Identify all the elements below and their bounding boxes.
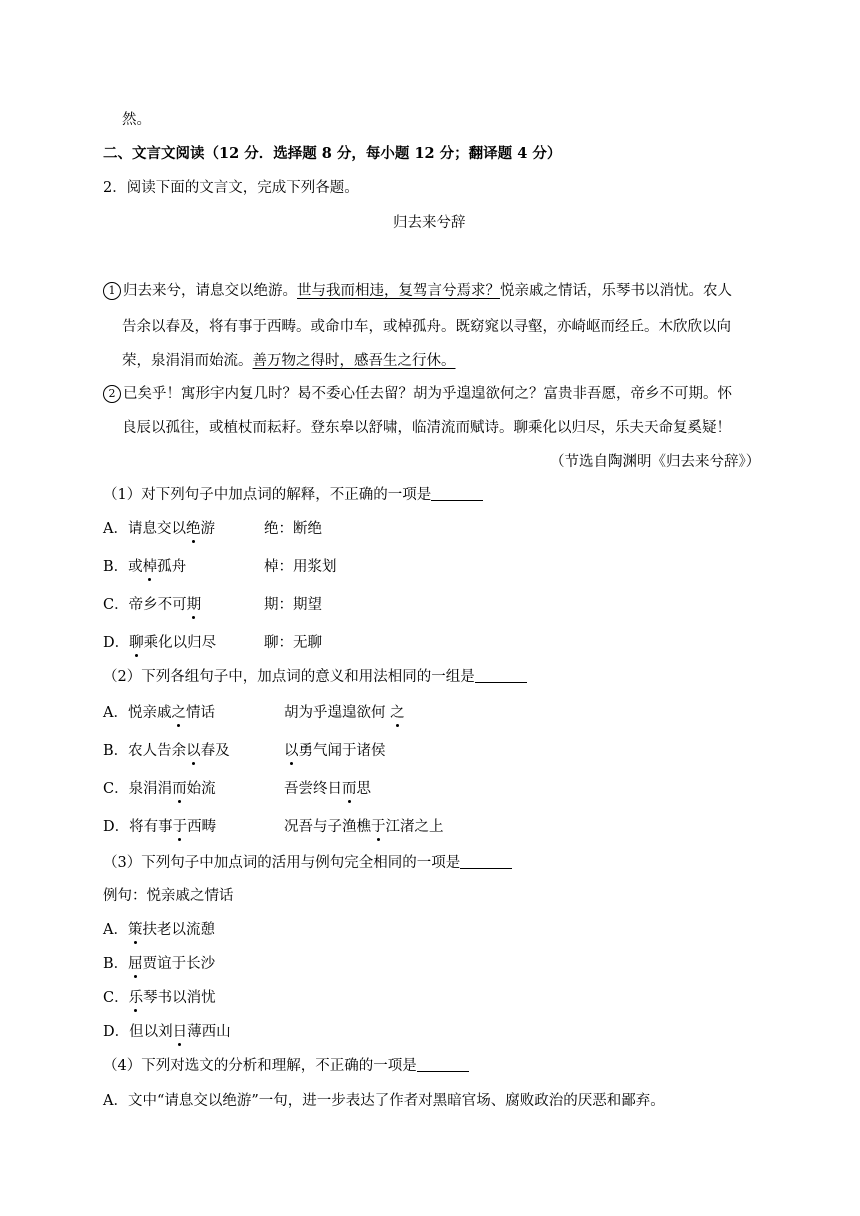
dotted-word: 而 xyxy=(172,781,187,797)
option-text: A． xyxy=(103,922,128,938)
q1-stem xyxy=(103,485,483,505)
dotted-word: 乐 xyxy=(128,990,144,1006)
option-text: C．泉涓涓 xyxy=(103,781,173,797)
dotted-word: 之 xyxy=(171,705,186,721)
q3-option-a xyxy=(103,920,215,940)
q2-stem xyxy=(103,667,527,687)
option-text: 扶老以流憩 xyxy=(142,922,215,938)
option-text: 始流 xyxy=(186,781,216,797)
section-heading: 二、文言文阅读（12 分．选择题 8 分，每小题 12 分；翻译题 4 分） xyxy=(103,145,562,162)
q2-option-c xyxy=(103,779,216,799)
option-text: 游 xyxy=(200,521,215,537)
dotted-word: 屈 xyxy=(128,956,143,972)
q4-stem-text: （4）下列对选文的分析和理解，不正确的一项是 xyxy=(103,1058,417,1074)
dotted-word: 于 xyxy=(371,819,386,835)
answer-blank xyxy=(417,1057,469,1072)
q1-option-c xyxy=(103,595,201,615)
para1-line2: 告余以春及，将有事于西畴。或命巾车，或棹孤舟。既窈窕以寻壑，亦崎岖而经丘。木欣欣以向 xyxy=(122,319,731,335)
q1-option-d-note: 聊：无聊 xyxy=(264,635,322,651)
question-2-intro: 2．阅读下面的文言文，完成下列各题。 xyxy=(103,180,359,196)
option-text: 江渚之上 xyxy=(385,819,444,835)
q3-option-b xyxy=(103,954,215,974)
q1-option-b-note: 棹：用浆划 xyxy=(264,559,337,575)
q1-option-d xyxy=(103,633,216,653)
dotted-word: 聊 xyxy=(129,635,144,651)
para1-text-c: 荣，泉涓涓而始流。 xyxy=(122,353,253,369)
q2-option-b xyxy=(103,741,230,761)
option-text: 吾尝终日 xyxy=(284,781,342,797)
dotted-word: 而 xyxy=(342,781,357,797)
para2-line2: 良辰以孤往，或植杖而耘耔。登东皋以舒啸，临清流而赋诗。聊乘化以归尽，乐夫天命复奚疑！ xyxy=(122,420,731,436)
q2-option-d xyxy=(103,817,216,837)
q4-stem xyxy=(103,1056,469,1076)
q3-option-c xyxy=(103,988,216,1008)
para1-text-a: 归去来兮，请息交以绝游。 xyxy=(123,283,297,299)
option-text: 乘化以归尽 xyxy=(143,635,217,651)
q1-option-a-note: 绝：断绝 xyxy=(264,521,322,537)
option-text: A．请息交以 xyxy=(103,521,186,537)
dotted-word: 以 xyxy=(186,743,201,759)
passage-title: 归去来兮辞 xyxy=(393,215,466,231)
q3-stem-text: （3）下列句子中加点词的活用与例句完全相同的一项是 xyxy=(103,855,461,871)
dotted-word: 棹 xyxy=(142,559,158,575)
option-text: 贾谊于长沙 xyxy=(142,956,216,972)
option-text: 薄西山 xyxy=(187,1024,231,1040)
para1-underlined-sentence-2: 善万物之得时，感吾生之行休。 xyxy=(252,353,456,369)
option-text: B．农人告余 xyxy=(103,743,187,759)
dotted-word: 期 xyxy=(186,597,202,613)
dotted-word: 策 xyxy=(127,922,143,938)
q2-option-a xyxy=(103,703,215,723)
option-text: C． xyxy=(103,990,129,1006)
option-text: D．将有事 xyxy=(103,819,173,835)
dotted-word: 日 xyxy=(172,1024,188,1040)
source-note: （节选自陶渊明《归去来兮辞》） xyxy=(550,454,761,470)
q2-option-d-compare xyxy=(284,817,444,837)
q1-option-a xyxy=(103,519,215,539)
option-text: 胡为乎遑遑欲何 xyxy=(284,705,391,721)
q2-stem-text: （2）下列各组句子中，加点词的意义和用法相同的一组是 xyxy=(103,669,475,685)
option-text: 琴书以消忧 xyxy=(143,990,216,1006)
option-text: C．帝乡不可 xyxy=(103,597,187,613)
answer-blank xyxy=(475,668,527,683)
q4-option-a: A．文中“请息交以绝游”一句，进一步表达了作者对黑暗官场、腐败政治的厌恶和鄙弃。 xyxy=(103,1093,665,1109)
option-text: D． xyxy=(103,635,130,651)
para-number-1: 1 xyxy=(103,282,121,300)
para1-line1 xyxy=(103,281,732,301)
option-text: 春及 xyxy=(200,743,230,759)
option-text: D．但以刘 xyxy=(103,1024,173,1040)
q2-option-b-compare xyxy=(284,741,386,761)
q2-option-a-compare xyxy=(284,703,405,723)
para1-line3 xyxy=(122,351,456,371)
para-number-2: 2 xyxy=(103,385,121,403)
q3-option-d xyxy=(103,1022,231,1042)
option-text: 思 xyxy=(356,781,371,797)
q3-stem xyxy=(103,853,512,873)
option-text: 孤舟 xyxy=(157,559,187,575)
answer-blank xyxy=(431,486,483,501)
q1-stem-text: （1）对下列句子中加点词的解释，不正确的一项是 xyxy=(103,487,432,503)
option-text: 西畴 xyxy=(187,819,217,835)
dotted-word: 绝 xyxy=(185,521,201,537)
para1-text-b: 悦亲戚之情话，乐琴书以消忧。农人 xyxy=(500,283,732,299)
q1-option-b xyxy=(103,557,186,577)
q1-option-c-note: 期：期望 xyxy=(264,597,322,613)
option-text: B． xyxy=(103,956,129,972)
dotted-word: 于 xyxy=(172,819,188,835)
para1-underlined-sentence-1: 世与我而相违，复驾言兮焉求？ xyxy=(297,283,500,299)
para2-text-a: 已矣乎！寓形宇内复几时？曷不委心任去留？胡为乎遑遑欲何之？富贵非吾愿，帝乡不可期。怀 xyxy=(123,386,732,402)
q3-example: 例句：悦亲戚之情话 xyxy=(103,888,234,904)
option-text: 勇气闻于诸侯 xyxy=(298,743,386,759)
option-text: A．悦亲戚 xyxy=(103,705,172,721)
q2-option-c-compare xyxy=(284,779,371,799)
answer-blank xyxy=(460,854,512,869)
option-text: B．或 xyxy=(103,559,143,575)
top-fragment: 然。 xyxy=(122,112,151,128)
para2-line1 xyxy=(103,384,732,404)
option-text: 情话 xyxy=(185,705,215,721)
dotted-word: 之 xyxy=(390,705,405,721)
dotted-word: 以 xyxy=(284,743,299,759)
option-text: 况吾与子渔樵 xyxy=(284,819,371,835)
